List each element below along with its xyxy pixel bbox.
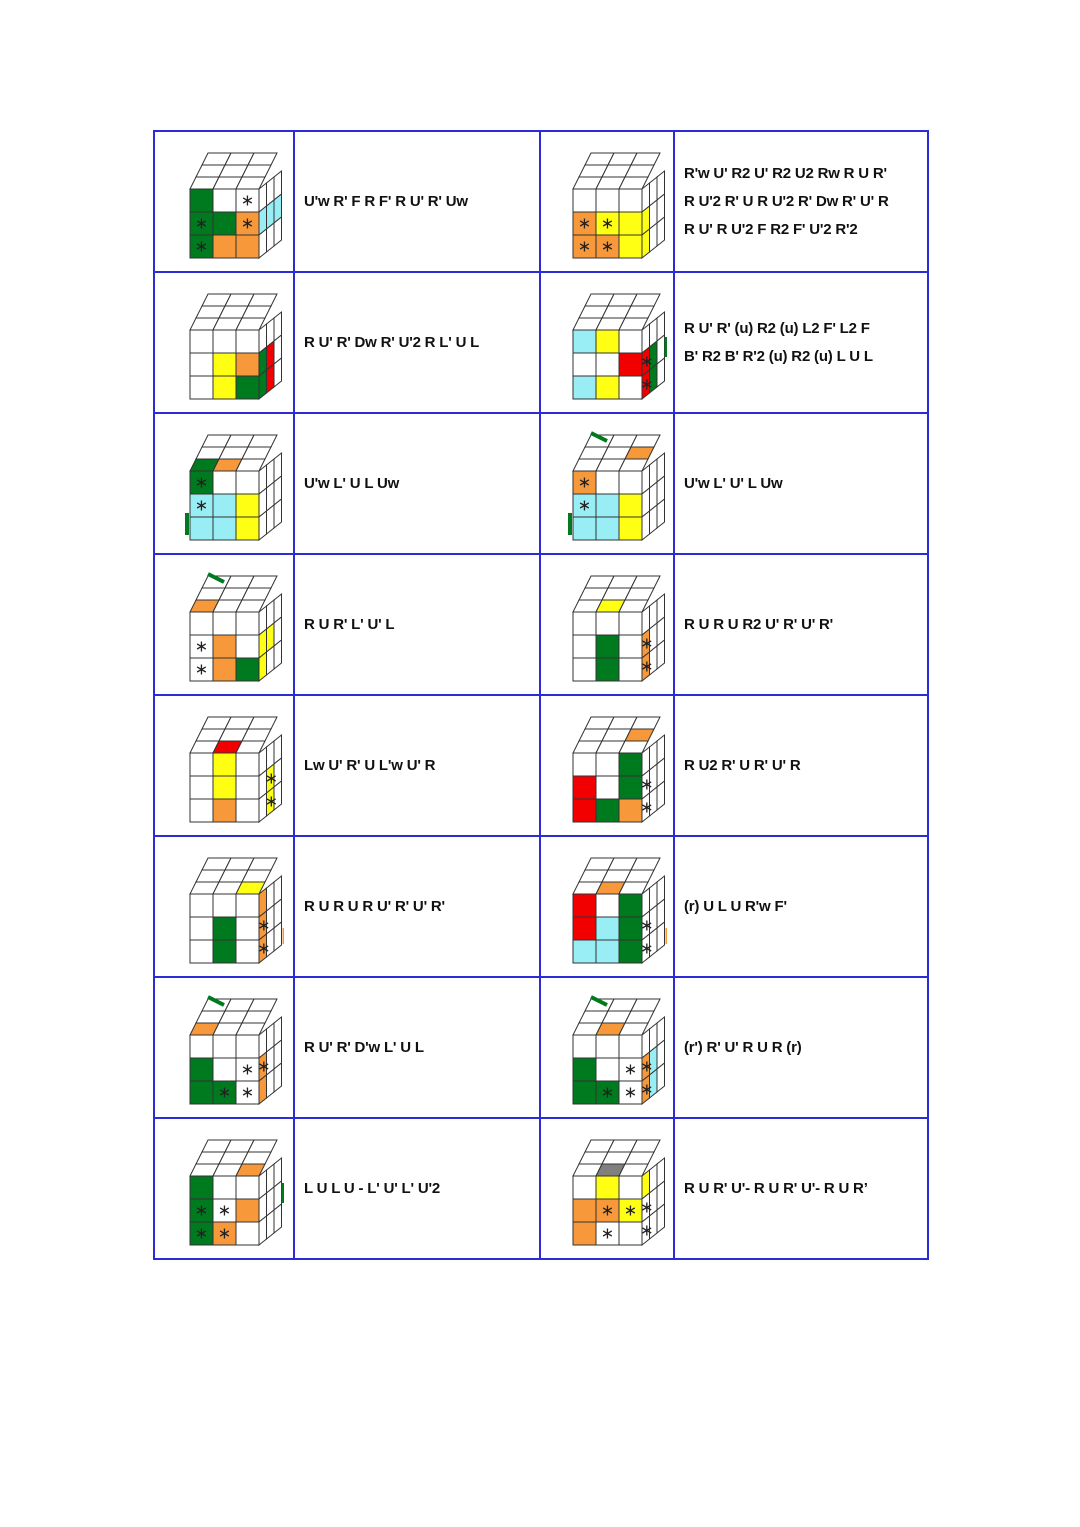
front-sticker [236, 330, 259, 353]
front-sticker [596, 189, 619, 212]
front-sticker [213, 471, 236, 494]
front-sticker [213, 212, 236, 235]
cube-diagram [164, 844, 284, 969]
front-sticker [236, 471, 259, 494]
front-sticker [573, 1199, 596, 1222]
cube-diagram [547, 1126, 667, 1251]
star-marker: ∗ [217, 1200, 232, 1220]
case-algorithm-cell [294, 413, 540, 554]
cube-diagram [164, 985, 284, 1110]
front-sticker [213, 658, 236, 681]
star-marker: ∗ [640, 938, 654, 958]
cube-diagram [547, 562, 667, 687]
cube-diagram [164, 280, 284, 405]
front-sticker [619, 1176, 642, 1199]
case-algorithm-cell [674, 131, 928, 272]
star-marker: ∗ [577, 213, 592, 233]
star-marker: ∗ [640, 774, 654, 794]
front-sticker [213, 917, 236, 940]
front-sticker [213, 1176, 236, 1199]
case-diagram-cell [154, 695, 294, 836]
star-marker: ∗ [640, 797, 654, 817]
front-sticker [236, 635, 259, 658]
front-sticker [596, 799, 619, 822]
front-sticker [596, 894, 619, 917]
star-marker: ∗ [257, 915, 271, 935]
star-marker: ∗ [640, 1197, 654, 1217]
front-sticker [619, 658, 642, 681]
front-sticker [236, 894, 259, 917]
front-sticker [619, 471, 642, 494]
algorithm-text: (r) U L U R'w F' [684, 897, 787, 915]
front-sticker [573, 658, 596, 681]
case-diagram-cell [154, 413, 294, 554]
front-sticker [573, 353, 596, 376]
front-sticker [236, 1035, 259, 1058]
front-sticker [619, 353, 642, 376]
front-sticker [573, 1035, 596, 1058]
algorithm-text: U'w R' F R F' R U' R' Uw [304, 192, 468, 210]
star-marker: ∗ [640, 1079, 654, 1099]
front-sticker [596, 776, 619, 799]
front-sticker [619, 376, 642, 399]
case-algorithm-cell [294, 977, 540, 1118]
front-sticker [619, 212, 642, 235]
front-sticker [573, 1058, 596, 1081]
front-sticker [573, 1081, 596, 1104]
algorithm-text: Lw U' R' U L'w U' R [304, 756, 436, 774]
star-marker: ∗ [640, 1220, 654, 1240]
algorithm-text: R U' R' (u) R2 (u) L2 F' L2 F [684, 319, 870, 337]
front-sticker [190, 1081, 213, 1104]
front-sticker [619, 517, 642, 540]
front-sticker [236, 917, 259, 940]
front-sticker [190, 376, 213, 399]
case-algorithm-cell [294, 554, 540, 695]
front-sticker [236, 658, 259, 681]
table-row [154, 977, 928, 1118]
front-sticker [596, 940, 619, 963]
front-sticker [213, 635, 236, 658]
star-marker: ∗ [240, 190, 255, 210]
star-marker: ∗ [194, 1223, 209, 1243]
algorithm-text: R U R' L' U' L [304, 615, 395, 633]
star-marker: ∗ [240, 1059, 255, 1079]
star-marker: ∗ [194, 472, 209, 492]
front-sticker [190, 1058, 213, 1081]
front-sticker [236, 494, 259, 517]
front-sticker [236, 1222, 259, 1245]
front-sticker [573, 1222, 596, 1245]
front-sticker [236, 1176, 259, 1199]
front-sticker [213, 1058, 236, 1081]
front-sticker [213, 330, 236, 353]
cube-diagram [164, 139, 284, 264]
algorithm-text: R U' R U'2 F R2 F' U'2 R'2 [684, 220, 858, 238]
front-sticker [573, 753, 596, 776]
algorithm-text: U'w L' U L Uw [304, 474, 400, 492]
front-sticker [619, 799, 642, 822]
star-marker: ∗ [640, 351, 654, 371]
case-algorithm-cell [674, 977, 928, 1118]
front-sticker [619, 189, 642, 212]
front-sticker [596, 517, 619, 540]
front-sticker [596, 376, 619, 399]
star-marker: ∗ [640, 915, 654, 935]
front-sticker [596, 494, 619, 517]
star-marker: ∗ [217, 1082, 232, 1102]
case-algorithm-cell [294, 131, 540, 272]
front-sticker [213, 753, 236, 776]
front-sticker [596, 1035, 619, 1058]
algorithm-text: L U L U - L' U' L' U'2 [304, 1179, 440, 1197]
table-row [154, 413, 928, 554]
table-row [154, 1118, 928, 1259]
star-marker: ∗ [194, 213, 209, 233]
cube-diagram [164, 1126, 284, 1251]
front-sticker [619, 612, 642, 635]
cube-diagram [547, 703, 667, 828]
front-sticker [190, 1035, 213, 1058]
front-sticker [596, 917, 619, 940]
front-sticker [236, 940, 259, 963]
front-sticker [213, 376, 236, 399]
star-marker: ∗ [600, 236, 615, 256]
cube-diagram [164, 421, 284, 546]
front-sticker [619, 635, 642, 658]
star-marker: ∗ [264, 768, 279, 788]
front-sticker [190, 612, 213, 635]
case-algorithm-cell [674, 554, 928, 695]
front-sticker [619, 235, 642, 258]
front-sticker [213, 799, 236, 822]
front-sticker [190, 517, 213, 540]
case-diagram-cell [540, 554, 674, 695]
star-marker: ∗ [640, 1056, 654, 1076]
front-sticker [236, 1199, 259, 1222]
front-sticker [190, 189, 213, 212]
case-diagram-cell [154, 1118, 294, 1259]
front-sticker [213, 189, 236, 212]
case-diagram-cell [540, 1118, 674, 1259]
front-sticker [190, 353, 213, 376]
front-sticker [573, 612, 596, 635]
algorithm-text: (r') R' U' R U R (r) [684, 1038, 802, 1056]
cube-diagram [164, 562, 284, 687]
case-diagram-cell [540, 131, 674, 272]
front-sticker [573, 940, 596, 963]
front-sticker [596, 1058, 619, 1081]
front-sticker [190, 917, 213, 940]
front-sticker [213, 235, 236, 258]
front-sticker [573, 330, 596, 353]
star-marker: ∗ [600, 1200, 615, 1220]
algorithm-text: R U2 R' U R' U' R [684, 756, 801, 774]
star-marker: ∗ [600, 1082, 615, 1102]
case-algorithm-cell [294, 1118, 540, 1259]
front-sticker [236, 799, 259, 822]
table-row [154, 554, 928, 695]
front-sticker [596, 330, 619, 353]
star-marker: ∗ [600, 1223, 615, 1243]
case-diagram-cell [154, 131, 294, 272]
algorithm-sheet [153, 130, 927, 1274]
front-sticker [190, 1176, 213, 1199]
front-sticker [213, 894, 236, 917]
star-marker: ∗ [623, 1082, 638, 1102]
case-diagram-cell [154, 977, 294, 1118]
case-diagram-cell [540, 977, 674, 1118]
cube-diagram [547, 844, 667, 969]
front-sticker [573, 189, 596, 212]
star-marker: ∗ [240, 1082, 255, 1102]
algorithm-text: R U R U R2 U' R' U' R' [684, 615, 834, 633]
algorithm-text: R U' R' D'w L' U L [304, 1038, 424, 1056]
front-sticker [573, 894, 596, 917]
front-sticker [213, 612, 236, 635]
front-sticker [190, 753, 213, 776]
front-sticker [619, 1035, 642, 1058]
front-sticker [190, 940, 213, 963]
cube-diagram [547, 985, 667, 1110]
algorithm-text: R'w U' R2 U' R2 U2 Rw R U R' [684, 164, 887, 182]
case-algorithm-cell [294, 695, 540, 836]
front-sticker [573, 376, 596, 399]
algorithm-text: U'w L' U' L Uw [684, 474, 783, 492]
front-sticker [596, 658, 619, 681]
case-diagram-cell [154, 554, 294, 695]
star-marker: ∗ [194, 659, 209, 679]
table-row [154, 836, 928, 977]
star-marker: ∗ [264, 791, 279, 811]
front-sticker [573, 799, 596, 822]
algorithm-text: R U R U R U' R' U' R' [304, 897, 445, 915]
front-sticker [573, 776, 596, 799]
case-algorithm-cell [294, 272, 540, 413]
front-sticker [619, 1222, 642, 1245]
algorithm-text: B' R2 B' R'2 (u) R2 (u) L U L [684, 347, 873, 365]
front-sticker [213, 940, 236, 963]
front-sticker [596, 471, 619, 494]
front-sticker [236, 235, 259, 258]
front-sticker [619, 940, 642, 963]
star-marker: ∗ [623, 1059, 638, 1079]
front-sticker [619, 894, 642, 917]
case-diagram-cell [154, 836, 294, 977]
front-sticker [236, 753, 259, 776]
front-sticker [213, 494, 236, 517]
case-diagram-cell [540, 413, 674, 554]
star-marker: ∗ [257, 938, 271, 958]
front-sticker [619, 776, 642, 799]
star-marker: ∗ [577, 472, 592, 492]
star-marker: ∗ [640, 633, 654, 653]
front-sticker [213, 1035, 236, 1058]
front-sticker [190, 330, 213, 353]
star-marker: ∗ [240, 213, 255, 233]
front-sticker [596, 353, 619, 376]
front-sticker [190, 776, 213, 799]
front-sticker [213, 517, 236, 540]
case-diagram-cell [540, 272, 674, 413]
table-row [154, 272, 928, 413]
case-algorithm-cell [674, 413, 928, 554]
star-marker: ∗ [194, 636, 209, 656]
front-sticker [236, 376, 259, 399]
star-marker: ∗ [623, 1200, 638, 1220]
star-marker: ∗ [194, 236, 209, 256]
front-sticker [619, 494, 642, 517]
front-sticker [573, 517, 596, 540]
case-diagram-cell [540, 836, 674, 977]
front-sticker [573, 635, 596, 658]
front-sticker [190, 799, 213, 822]
front-sticker [619, 917, 642, 940]
front-sticker [596, 612, 619, 635]
table-row [154, 131, 928, 272]
cube-diagram [547, 139, 667, 264]
algorithm-text: R U' R' Dw R' U'2 R L' U L [304, 333, 480, 351]
front-sticker [596, 1176, 619, 1199]
front-sticker [236, 517, 259, 540]
algorithm-table [153, 130, 929, 1260]
front-sticker [213, 353, 236, 376]
case-algorithm-cell [674, 695, 928, 836]
star-marker: ∗ [640, 374, 654, 394]
front-sticker [596, 753, 619, 776]
star-marker: ∗ [194, 495, 209, 515]
star-marker: ∗ [640, 656, 654, 676]
star-marker: ∗ [600, 213, 615, 233]
front-sticker [573, 917, 596, 940]
front-sticker [236, 612, 259, 635]
front-sticker [236, 776, 259, 799]
front-sticker [190, 894, 213, 917]
front-sticker [236, 353, 259, 376]
case-algorithm-cell [674, 272, 928, 413]
case-algorithm-cell [674, 1118, 928, 1259]
case-algorithm-cell [674, 836, 928, 977]
front-sticker [213, 776, 236, 799]
star-marker: ∗ [577, 236, 592, 256]
star-marker: ∗ [257, 1056, 271, 1076]
star-marker: ∗ [217, 1223, 232, 1243]
front-sticker [573, 1176, 596, 1199]
algorithm-text: R U R' U'- R U R' U'- R U R’ [684, 1179, 868, 1197]
case-algorithm-cell [294, 836, 540, 977]
algorithm-text: R U'2 R' U R U'2 R' Dw R' U' R [684, 192, 889, 210]
front-sticker [619, 330, 642, 353]
cube-diagram [547, 421, 667, 546]
star-marker: ∗ [577, 495, 592, 515]
front-sticker [596, 635, 619, 658]
case-diagram-cell [540, 695, 674, 836]
cube-diagram [164, 703, 284, 828]
table-row [154, 695, 928, 836]
front-sticker [619, 753, 642, 776]
case-diagram-cell [154, 272, 294, 413]
star-marker: ∗ [194, 1200, 209, 1220]
cube-diagram [547, 280, 667, 405]
